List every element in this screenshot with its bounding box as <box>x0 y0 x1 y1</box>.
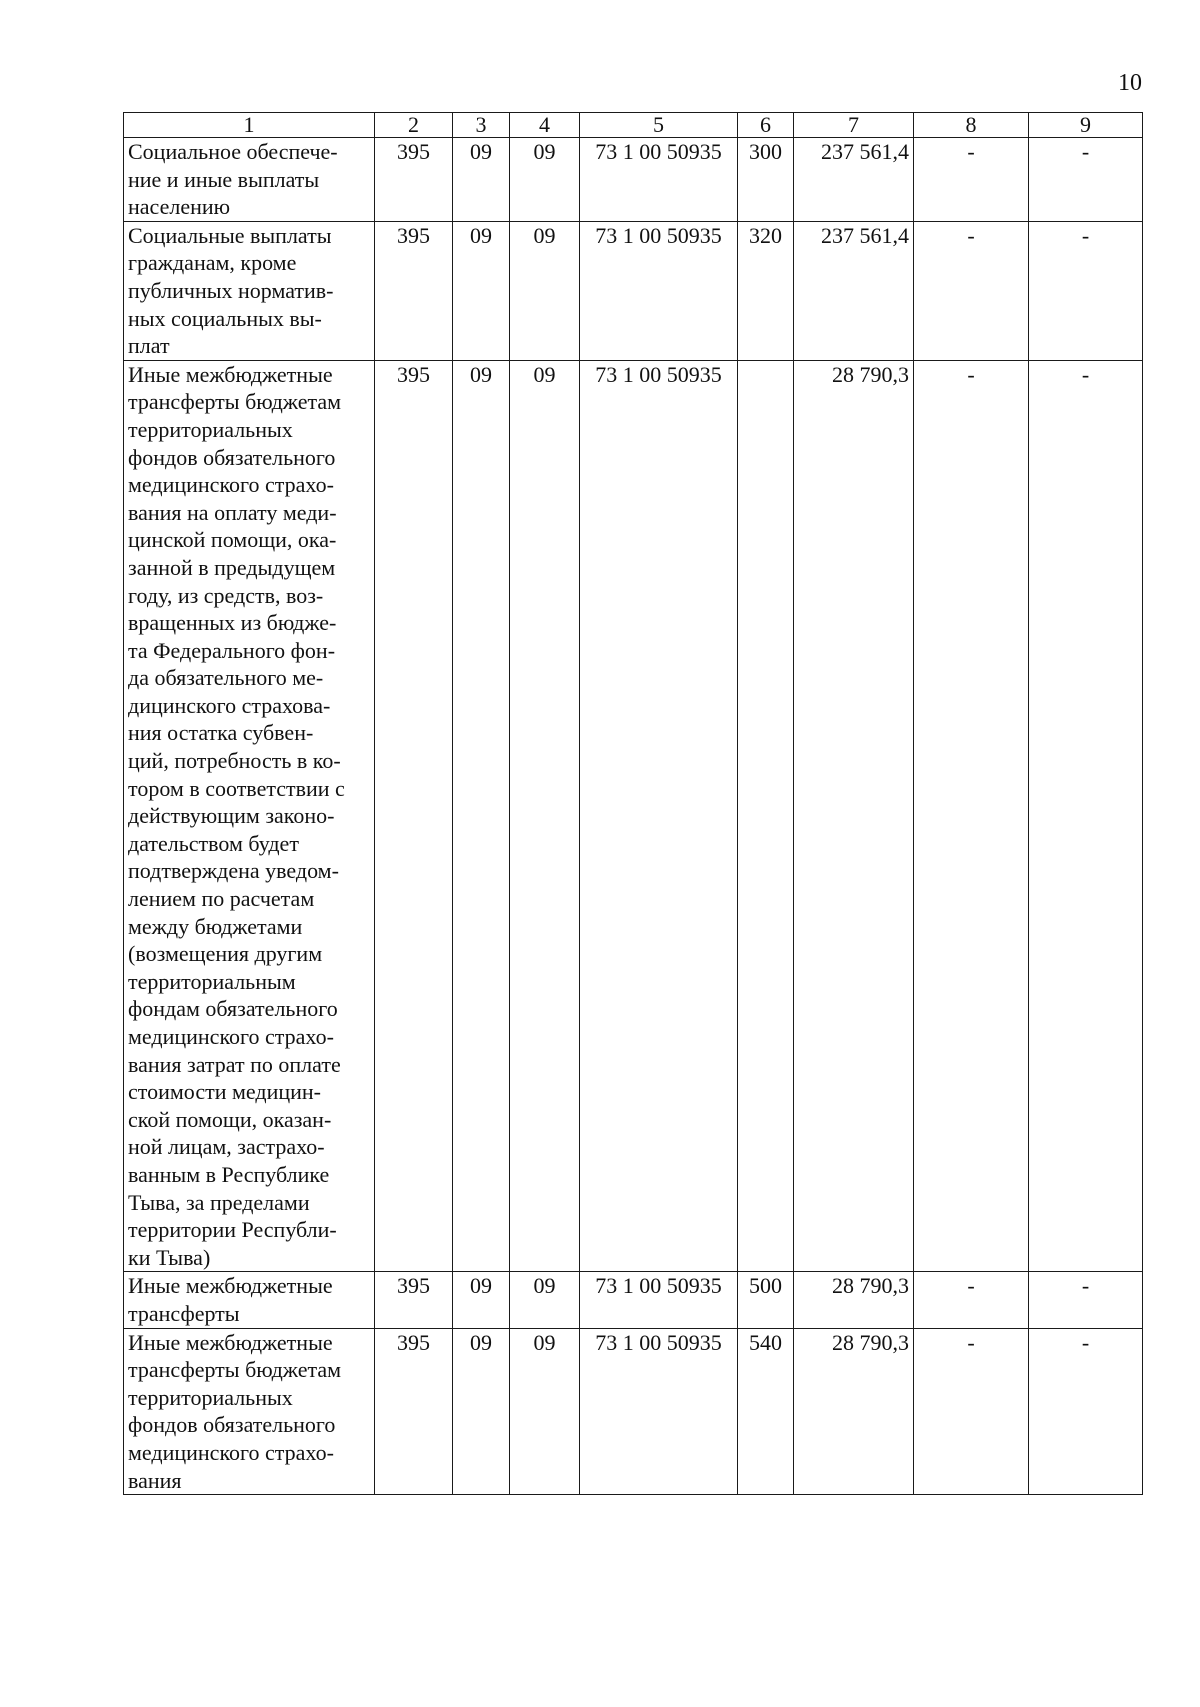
row-subsection-cell: 09 <box>510 1328 580 1495</box>
table-body <box>124 138 1143 1495</box>
row-expense-type-cell: 540 <box>738 1328 794 1495</box>
table-row <box>124 1272 1143 1328</box>
row-name-line: Социальные выплаты <box>128 222 332 248</box>
row-col9-cell: - <box>1029 360 1143 1272</box>
row-expense-type-cell <box>738 360 794 1272</box>
row-amount-cell: 28 790,3 <box>794 1272 914 1328</box>
row-section-cell: 09 <box>453 221 510 360</box>
row-name-line: вания на оплату меди- <box>128 499 337 525</box>
row-grbs-cell: 395 <box>375 360 453 1272</box>
row-section-cell: 09 <box>453 1272 510 1328</box>
row-name-line: фондам обязательного <box>128 996 338 1022</box>
row-name-line: вращенных из бюдже- <box>128 610 337 636</box>
row-col8-cell: - <box>914 1328 1029 1495</box>
row-name-line: действующим законо- <box>128 803 335 829</box>
row-name-line: дательством будет <box>128 830 299 856</box>
row-col8-cell: - <box>914 138 1029 222</box>
row-name-line: ных социальных вы- <box>128 305 322 331</box>
row-expense-type-cell: 320 <box>738 221 794 360</box>
row-name-line: занной в предыдущем <box>128 554 336 580</box>
row-target-article-cell: 73 1 00 50935 <box>580 1272 738 1328</box>
table-row <box>124 1328 1143 1495</box>
row-name-line: ние и иные выплаты <box>128 166 320 192</box>
row-name-line: ций, потребность в ко- <box>128 748 341 774</box>
row-name-line: ния остатка субвен- <box>128 720 314 746</box>
row-col9-cell: - <box>1029 1272 1143 1328</box>
row-name-line: цинской помощи, ока- <box>128 527 337 553</box>
row-name-line: территориальных <box>128 416 293 442</box>
row-name-line: территории Республи- <box>128 1217 337 1243</box>
header-col-5: 5 <box>580 113 738 138</box>
budget-table <box>123 112 1143 1495</box>
row-section-cell: 09 <box>453 1328 510 1495</box>
row-name-line: трансферты бюджетам <box>128 1357 342 1383</box>
row-amount-cell: 237 561,4 <box>794 138 914 222</box>
header-col-2: 2 <box>375 113 453 138</box>
row-amount-cell: 237 561,4 <box>794 221 914 360</box>
row-name-line: гражданам, кроме <box>128 250 297 276</box>
row-name-line: лением по расчетам <box>128 886 315 912</box>
header-col-4: 4 <box>510 113 580 138</box>
row-name-line: плат <box>128 333 170 359</box>
row-section-cell: 09 <box>453 360 510 1272</box>
row-name-cell <box>124 1328 375 1495</box>
row-col9-cell: - <box>1029 221 1143 360</box>
row-expense-type-cell: 300 <box>738 138 794 222</box>
row-name-line: ки Тыва) <box>128 1244 211 1270</box>
row-target-article-cell: 73 1 00 50935 <box>580 221 738 360</box>
row-name-line: Иные межбюджетные <box>128 361 333 387</box>
row-subsection-cell: 09 <box>510 360 580 1272</box>
header-row <box>124 113 1143 138</box>
row-amount-cell: 28 790,3 <box>794 1328 914 1495</box>
row-name-line: трансферты бюджетам <box>128 389 342 415</box>
row-name-line: фондов обязательного <box>128 1412 336 1438</box>
row-name-line: фондов обязательного <box>128 444 336 470</box>
table-row <box>124 360 1143 1272</box>
header-col-8: 8 <box>914 113 1029 138</box>
row-name-line: тором в соответствии с <box>128 775 345 801</box>
row-name-line: вания <box>128 1467 182 1493</box>
row-target-article-cell: 73 1 00 50935 <box>580 360 738 1272</box>
row-grbs-cell: 395 <box>375 138 453 222</box>
row-name-line: ванным в Республике <box>128 1161 330 1187</box>
row-target-article-cell: 73 1 00 50935 <box>580 1328 738 1495</box>
row-col9-cell: - <box>1029 1328 1143 1495</box>
row-name-line: публичных норматив- <box>128 277 334 303</box>
row-name-line: году, из средств, воз- <box>128 582 324 608</box>
row-name-line: медицинского страхо- <box>128 1439 334 1465</box>
row-name-line: (возмещения другим <box>128 941 323 967</box>
row-section-cell: 09 <box>453 138 510 222</box>
row-col8-cell: - <box>914 221 1029 360</box>
row-amount-cell: 28 790,3 <box>794 360 914 1272</box>
row-name-line: ской помощи, оказан- <box>128 1106 332 1132</box>
row-name-line: медицинского страхо- <box>128 1024 334 1049</box>
page-number: 10 <box>1118 70 1142 96</box>
row-name-line: населению <box>128 194 231 220</box>
header-col-3: 3 <box>453 113 510 138</box>
row-grbs-cell: 395 <box>375 1328 453 1495</box>
row-name-line: да обязательного ме- <box>128 665 324 691</box>
table-header <box>124 113 1143 138</box>
row-expense-type-cell: 500 <box>738 1272 794 1328</box>
row-name-line: Иные межбюджетные <box>128 1273 333 1299</box>
header-col-6: 6 <box>738 113 794 138</box>
row-name-line: та Федерального фон- <box>128 637 336 663</box>
header-col-9: 9 <box>1029 113 1143 138</box>
row-grbs-cell: 395 <box>375 221 453 360</box>
row-name-line: Социальное обеспече- <box>128 139 338 164</box>
table-row <box>124 221 1143 360</box>
row-name-cell <box>124 360 375 1272</box>
row-name-line: дицинского страхова- <box>128 692 331 718</box>
row-name-line: ной лицам, застрахо- <box>128 1134 325 1160</box>
row-col9-cell: - <box>1029 138 1143 222</box>
row-name-line: между бюджетами <box>128 913 303 939</box>
row-name-line: вания затрат по оплате <box>128 1051 341 1077</box>
row-name-line: территориальных <box>128 1384 293 1410</box>
row-name-cell <box>124 1272 375 1328</box>
row-name-line: территориальным <box>128 968 296 994</box>
row-name-line: медицинского страхо- <box>128 472 334 498</box>
row-subsection-cell: 09 <box>510 138 580 222</box>
row-name-cell <box>124 138 375 222</box>
row-col8-cell: - <box>914 1272 1029 1328</box>
table-row <box>124 138 1143 222</box>
row-name-line: Иные межбюджетные <box>128 1329 333 1355</box>
row-name-line: стоимости медицин- <box>128 1079 321 1105</box>
header-col-1: 1 <box>124 113 375 138</box>
row-target-article-cell: 73 1 00 50935 <box>580 138 738 222</box>
row-name-line: трансферты <box>128 1300 240 1326</box>
header-col-7: 7 <box>794 113 914 138</box>
row-name-line: подтверждена уведом- <box>128 858 339 884</box>
row-grbs-cell: 395 <box>375 1272 453 1328</box>
row-col8-cell: - <box>914 360 1029 1272</box>
row-subsection-cell: 09 <box>510 1272 580 1328</box>
row-subsection-cell: 09 <box>510 221 580 360</box>
row-name-line: Тыва, за пределами <box>128 1189 310 1215</box>
row-name-cell <box>124 221 375 360</box>
